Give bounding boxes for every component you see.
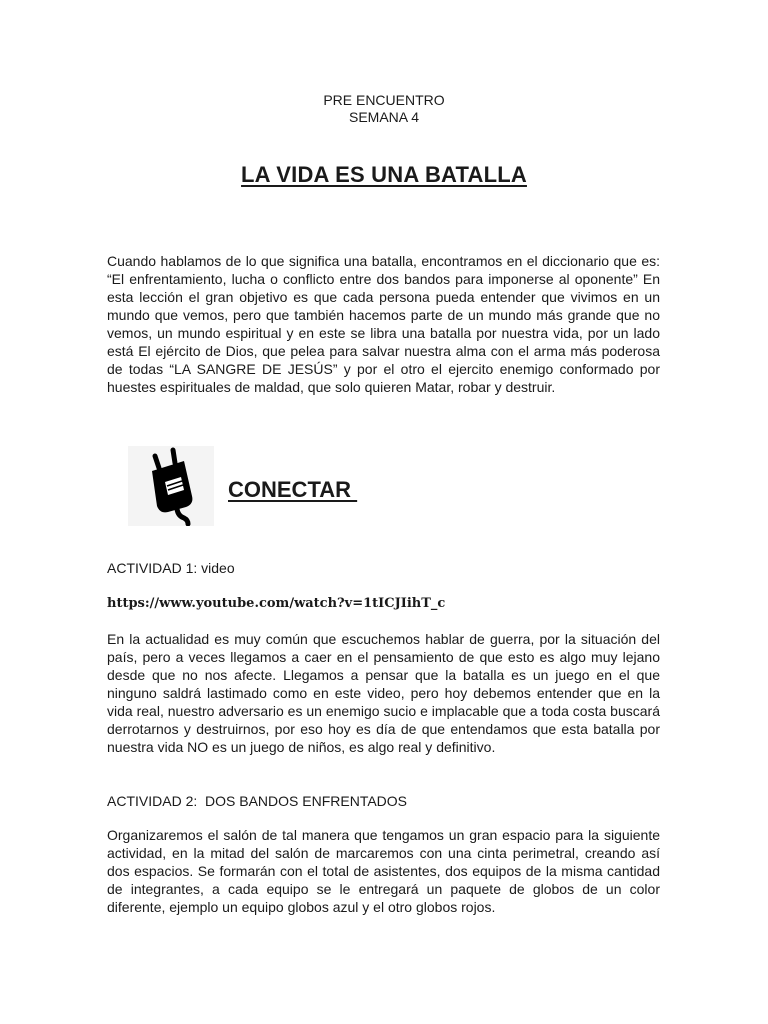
- activity-1-paragraph: En la actualidad es muy común que escuchemos hablar de guerra, por la situación del país, pero a veces llegamos a caer en el pensamiento de que esto es algo muy lejano desde que no nos afecte. Llegamos a pensar que la batalla es un juego en el que ninguno saldrá lastimado como en este video, pero hoy debemos entender que en la vida real, nuestro adversario es un enemigo sucio e implacable que a toda costa buscará derrotarnos y destruirnos, por eso hoy es día de que entendamos que esta batalla por nuestra vida NO es un juego de niños, es algo real y definitivo.: [107, 631, 660, 755]
- activity-1-label: ACTIVIDAD 1: video: [107, 560, 235, 576]
- document-header: [0, 92, 768, 126]
- plug-icon: [128, 446, 214, 526]
- intro-paragraph: Cuando hablamos de lo que significa una batalla, encontramos en el diccionario que es: “El enfrentamiento, lucha o conflicto entre dos bandos para imponerse al oponente” En esta lección el gran objetivo es que cada persona pueda entender que vivimos en un mundo que vemos, pero que también hacemos parte de un mundo más grande que no vemos, un mundo espiritual y en este se libra una batalla por nuestra vida, por un lado está El ejército de Dios, que pelea para salvar nuestra alma con el arma más poderosa de todas “LA SANGRE DE JESÚS” y por el otro el ejercito enemigo conformado por huestes espirituales de maldad, que solo quieren Matar, robar y destruir.: [107, 253, 660, 395]
- section-connect: [128, 446, 528, 528]
- section-title-connect: CONECTAR: [228, 477, 358, 502]
- header-line-1: PRE ENCUENTRO: [323, 92, 445, 108]
- activity-2-paragraph: Organizaremos el salón de tal manera que tengamos un gran espacio para la siguiente actividad, en la mitad del salón de marcaremos con una cinta perimetral, creando así dos espacios. Se formarán con el total de asistentes, dos equipos de la misma cantidad de integrantes, a cada equipo se le entregará un paquete de globos de un color diferente, ejemplo un equipo globos azul y el otro globos rojos.: [107, 827, 660, 915]
- video-link[interactable]: https://www.youtube.com/watch?v=1tICJIihT_c: [107, 596, 446, 611]
- header-line-2: SEMANA 4: [348, 109, 420, 125]
- activity-2-label: ACTIVIDAD 2: DOS BANDOS ENFRENTADOS: [107, 793, 408, 809]
- document-title: LA VIDA ES UNA BATALLA: [241, 162, 527, 187]
